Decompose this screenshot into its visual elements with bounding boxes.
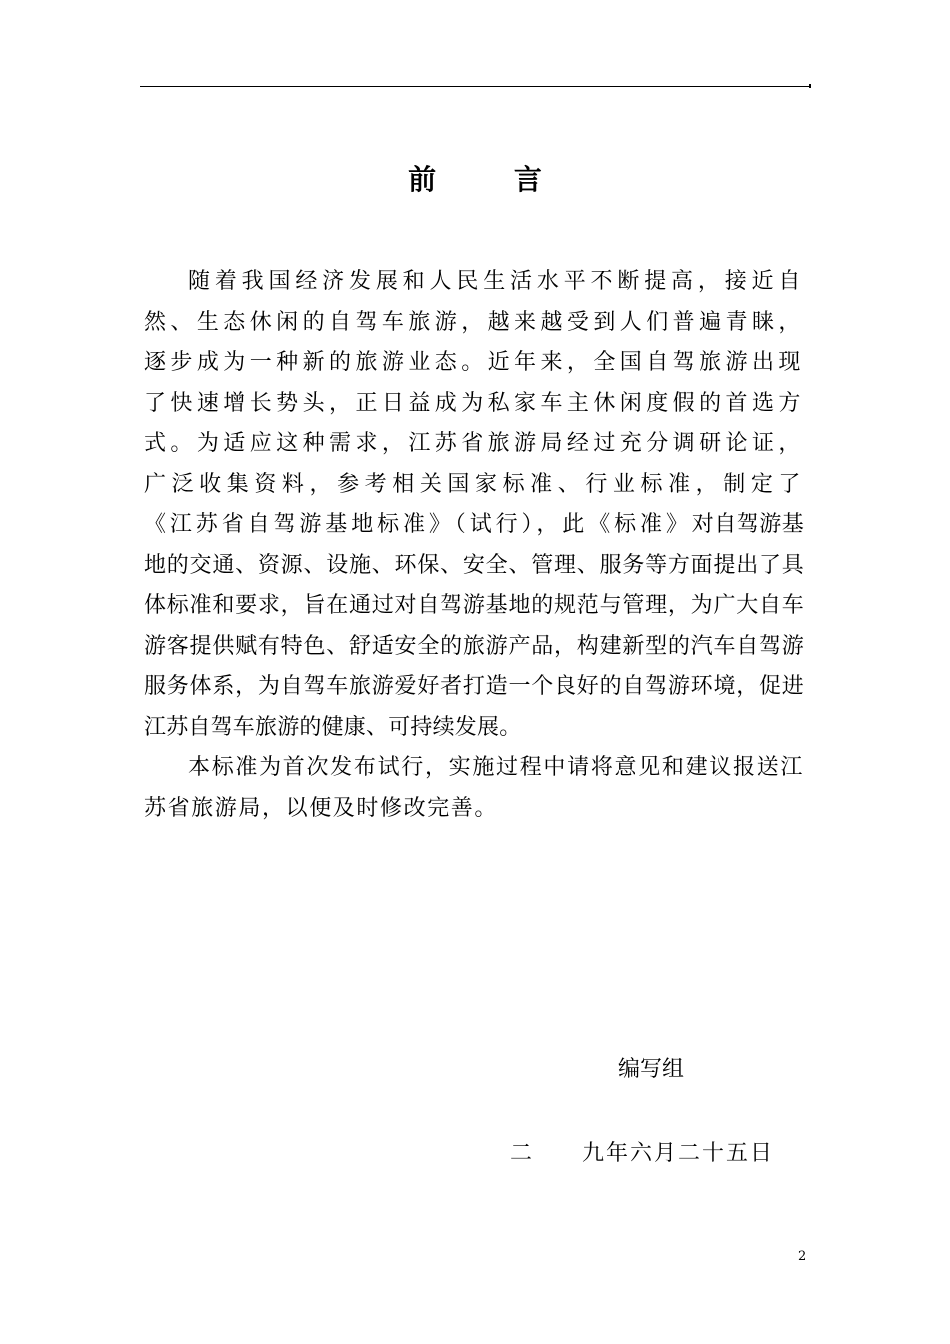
page-number: 2 [798, 1249, 807, 1264]
page-title: 前 言 [408, 163, 576, 196]
paragraph-intro-part-2: 对自驾游基地的交通、资源、设施、环保、安全、管理、服务等方面提出了具体标准和要求，旨在通过对自驾游基地的规范与管理，为广大自车游客提供赋有特色、舒适安全的旅游产品，构建新型的汽车自驾游服务体系，为自驾车旅游爱好者打造一个良好的自驾游环境，促进江苏自驾车旅游的健康、可持续发展。 [144, 512, 804, 740]
body-text [144, 262, 804, 829]
paragraph-note: 本标准为首次发布试行，实施过程中请将意见和建议报送江苏省旅游局，以便及时修改完善。 [144, 755, 804, 821]
header-rule [140, 86, 810, 87]
signature-date: 二 九年六月二十五日 [510, 1141, 775, 1166]
paragraph-intro-part-1: 随着我国经济发展和人民生活水平不断提高，接近自然、生态休闲的自驾车旅游，越来越受到人们普遍青睐，逐步成为一种新的旅游业态。近年来，全国自驾旅游出现了快速增长势头，正日益成为私家车主休闲度假的首选方式。为适应这种需求，江苏省旅游局经过充分调研论证，广泛收集资料，参考相关国家标准、行业标准，制定了《江苏省自驾游基地标准》（试行），此《标准》 [144, 269, 804, 537]
paragraph-intro [144, 262, 804, 748]
signature-author: 编写组 [618, 1057, 685, 1082]
header-rule-end-mark [809, 84, 811, 88]
